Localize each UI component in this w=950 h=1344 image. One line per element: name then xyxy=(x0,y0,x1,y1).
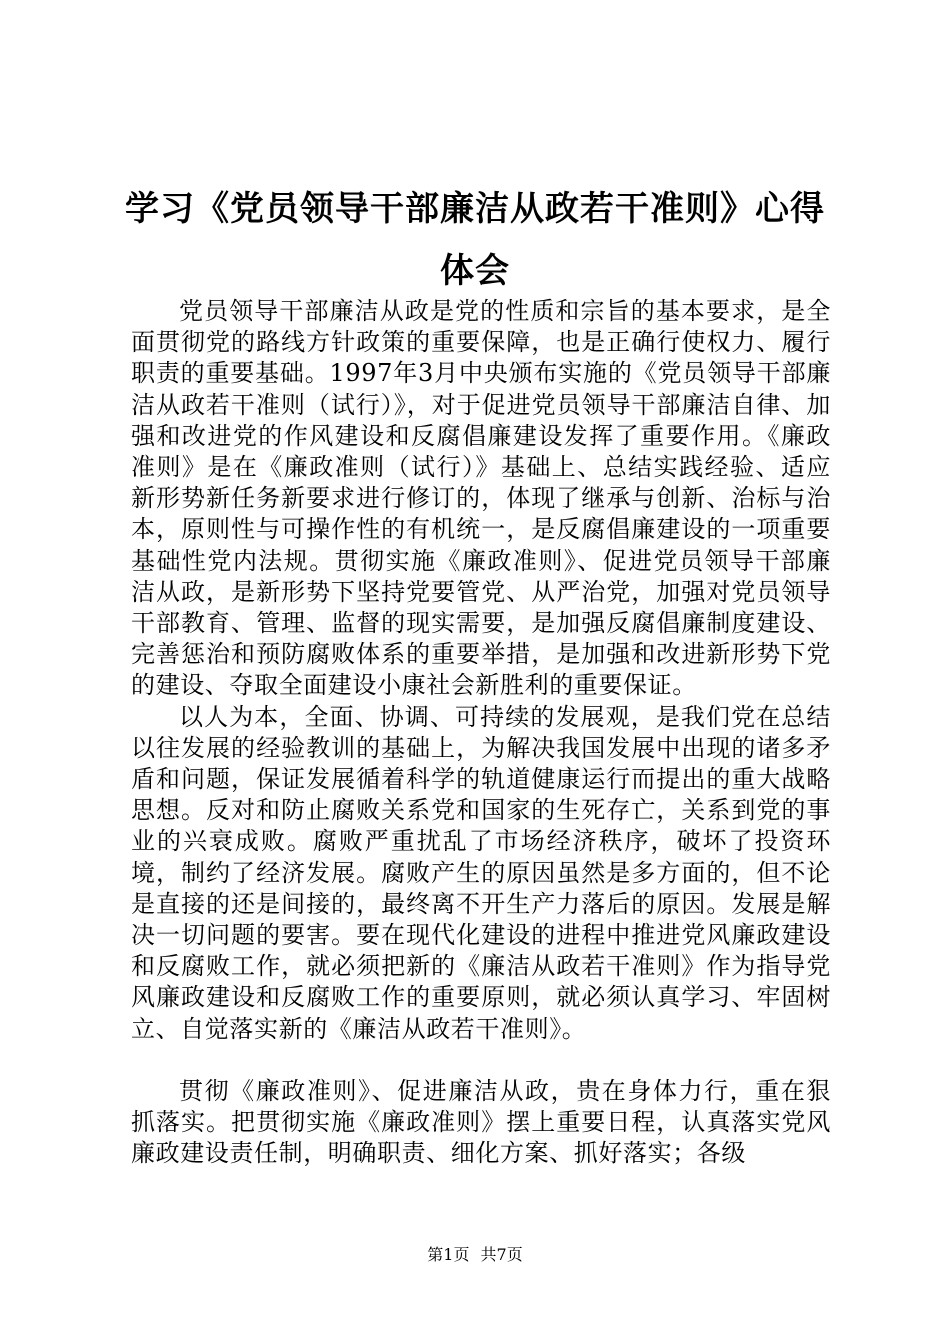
paragraph-3: 贯彻《廉政准则》、促进廉洁从政，贵在身体力行，重在狠抓落实。把贯彻实施《廉政准则》摆上重要日程，认真落实党风廉政建设责任制，明确职责、细化方案、抓好落实；各级 xyxy=(131,1076,831,1168)
paragraph-1: 党员领导干部廉洁从政是党的性质和宗旨的基本要求，是全面贯彻党的路线方针政策的重要保障，也是正确行使权力、履行职责的重要基础。1997年3月中央颁布实施的《党员领导干部廉洁从政若干准则（试行）》，对于促进党员领导干部廉洁自律、加强和改进党的作风建设和反腐倡廉建设发挥了重要作用。《廉政准则》是在《廉政准则（试行）》基础上、总结实践经验、适应新形势新任务新要求进行修订的，体现了继承与创新、治标与治本，原则性与可操作性的有机统一，是反腐倡廉建设的一项重要基础性党内法规。贯彻实施《廉政准则》、促进党员领导干部廉洁从政，是新形势下坚持党要管党、从严治党，加强对党员领导干部教育、管理、监督的现实需要，是加强反腐倡廉制度建设、完善惩治和预防腐败体系的重要举措，是加强和改进新形势下党的建设、夺取全面建设小康社会新胜利的重要保证。 xyxy=(131,297,831,700)
page-number: 第1页 xyxy=(427,1245,470,1264)
document-title: 学习《党员领导干部廉洁从政若干准则》心得体会 xyxy=(125,189,825,291)
document-body xyxy=(131,296,831,1169)
page-footer xyxy=(0,1245,950,1265)
page-total: 共7页 xyxy=(480,1245,523,1264)
paragraph-2: 以人为本，全面、协调、可持续的发展观，是我们党在总结以往发展的经验教训的基础上，为解决我国发展中出现的诸多矛盾和问题，保证发展循着科学的轨道健康运行而提出的重大战略思想。反对和防止腐败关系党和国家的生死存亡，关系到党的事业的兴衰成败。腐败严重扰乱了市场经济秩序，破坏了投资环境，制约了经济发展。腐败产生的原因虽然是多方面的，但不论是直接的还是间接的，最终离不开生产力落后的原因。发展是解决一切问题的要害。要在现代化建设的进程中推进党风廉政建设和反腐败工作，就必须把新的《廉洁从政若干准则》作为指导党风廉政建设和反腐败工作的重要原则，就必须认真学习、牢固树立、自觉落实新的《廉洁从政若干准则》。 xyxy=(131,702,831,1043)
